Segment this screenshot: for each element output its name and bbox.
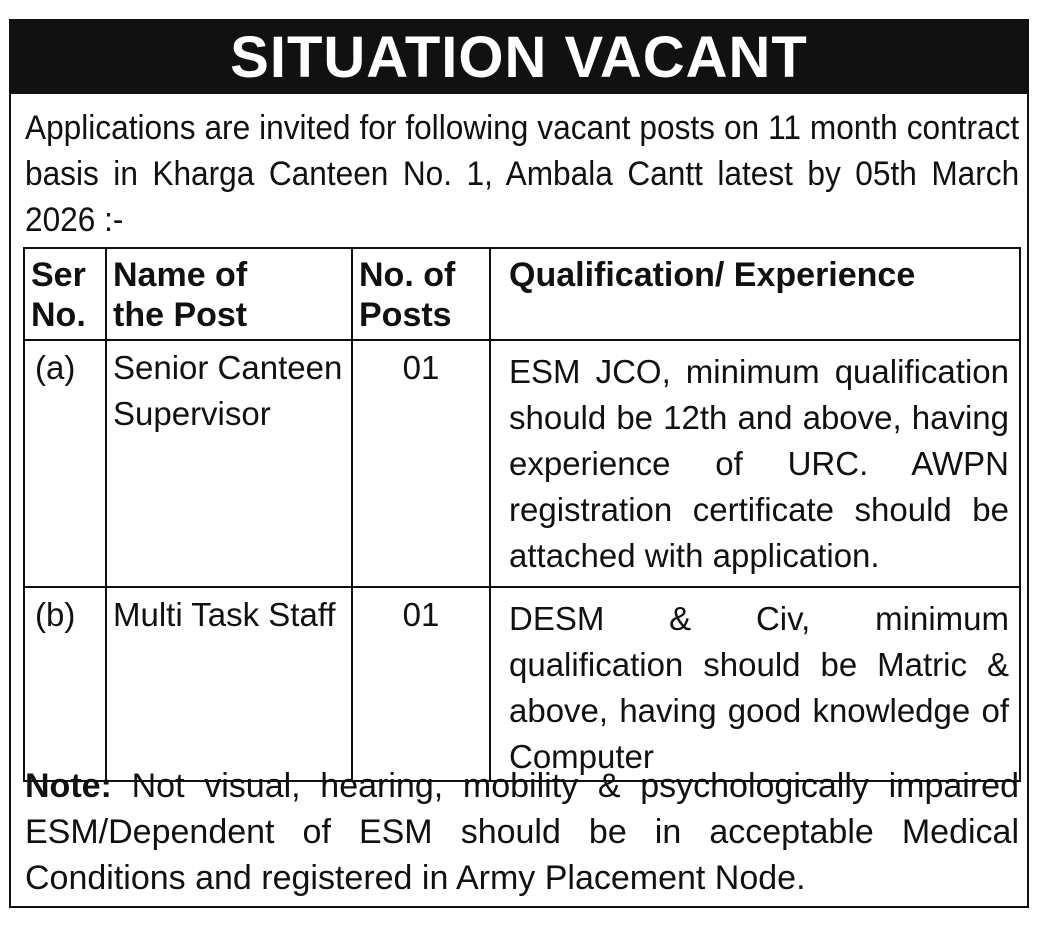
note-text: Not visual, hearing, mobility & psychologically impaired ESM/Dependent of ESM should be in acceptable Medical Conditions and registered in Army Placement Node. <box>25 767 1020 897</box>
header-count-line2: Posts <box>359 296 452 334</box>
table-row <box>24 587 1020 781</box>
row-post-count: 01 <box>352 587 490 781</box>
note-paragraph <box>25 763 1019 901</box>
row-post-count: 01 <box>352 340 490 587</box>
intro-paragraph: Applications are invited for following vacant posts on 11 month contract basis in Kharga Canteen No. 1, Ambala Cantt latest by 05th March 2026 :- <box>25 109 1020 239</box>
header-name-line2: the Post <box>113 296 248 334</box>
note-label: Note: <box>25 767 112 805</box>
header-ser-no <box>24 248 106 340</box>
row-ser-no: (a) <box>24 340 106 587</box>
header-qualification <box>490 248 1020 340</box>
row-post-name: Multi Task Staff <box>106 587 352 781</box>
table-header-row <box>24 248 1020 340</box>
header-qualification-label: Qualification/ Experience <box>509 256 916 294</box>
vacancy-table <box>23 247 1021 782</box>
row-qualification: ESM JCO, minimum qualification should be 12th and above, having experience of URC. AWPN registration certificate should be attached with application. <box>509 353 1009 574</box>
header-ser-line2: No. <box>31 296 86 334</box>
row-ser-no: (b) <box>24 587 106 781</box>
advertisement-frame <box>9 19 1029 908</box>
header-post-name <box>106 248 352 340</box>
header-count-line1: No. of <box>359 256 456 294</box>
header-name-line1: Name of <box>113 256 248 294</box>
row-qualification: DESM & Civ, minimum qualification should be Matric & above, having good knowledge of Computer <box>509 600 1009 775</box>
table-row <box>24 340 1020 587</box>
header-ser-line1: Ser <box>31 256 86 294</box>
page-title: SITUATION VACANT <box>11 21 1027 94</box>
header-post-count <box>352 248 490 340</box>
row-qualification-cell <box>490 587 1020 781</box>
row-qualification-cell <box>490 340 1020 587</box>
row-post-name: Senior Canteen Supervisor <box>106 340 352 587</box>
